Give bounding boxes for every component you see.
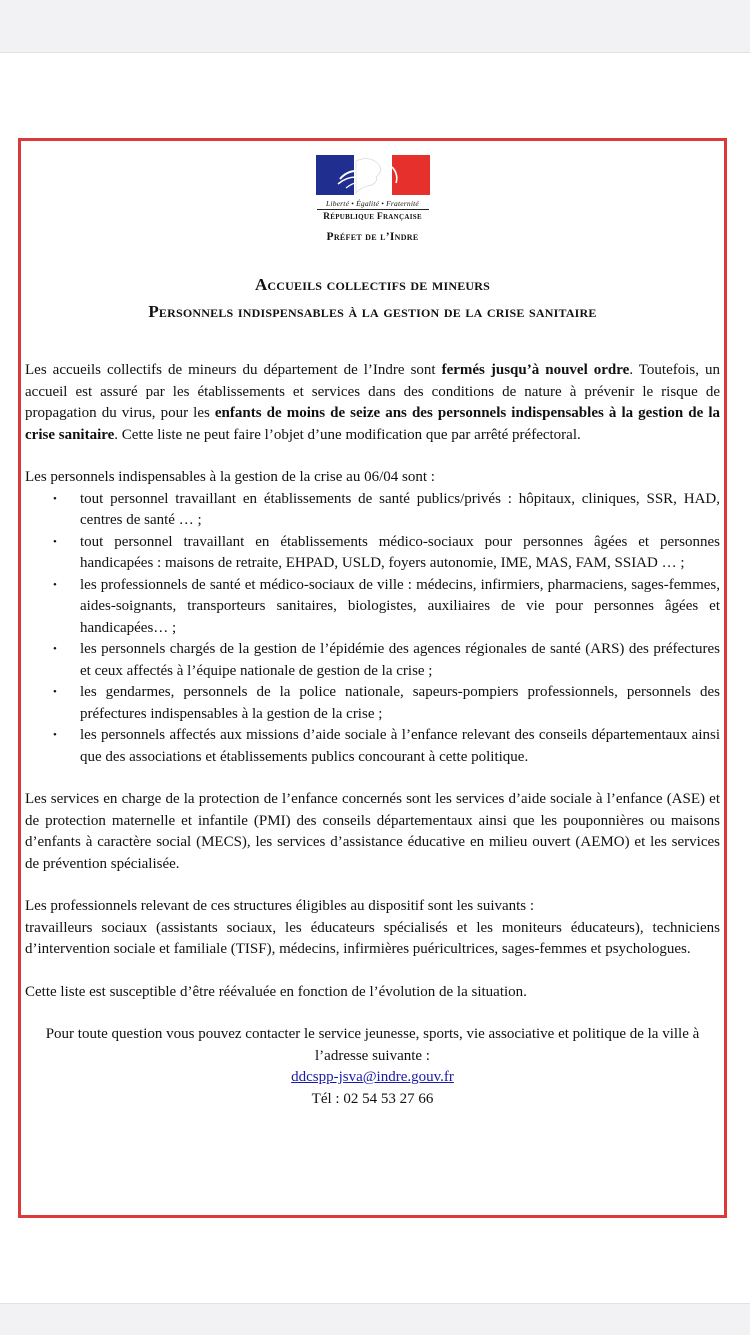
notice-title bbox=[21, 271, 724, 325]
list-item: • les personnels affectés aux missions d’aide sociale à l’enfance relevant des conseils départementaux ainsi que des associations et établissements publics concourant à cette politique. bbox=[53, 727, 720, 765]
title-line-1: Accueils collectifs de mineurs bbox=[254, 275, 491, 294]
eligible-professionals-intro: Les professionnels relevant de ces structures éligibles au dispositif sont les suivants : bbox=[25, 898, 535, 914]
bullet-icon: • bbox=[53, 686, 57, 698]
intro-text-3: . Cette liste ne peut faire l’objet d’une modification que par arrêté préfectoral. bbox=[114, 426, 581, 443]
intro-paragraph bbox=[25, 360, 720, 446]
list-item: • les professionnels de santé et médico-sociaux de ville : médecins, infirmiers, pharmaciens, sages-femmes, aides-soignants, transporteurs sanitaires, biologistes, auxiliaires de vie pour personnes âgées et handicapées… ; bbox=[53, 576, 720, 636]
list-item: • tout personnel travaillant en établissements médico-sociaux pour personnes âgées et personnes handicapées : maisons de retraite, EHPAD, USLD, foyers autonomie, IME, MAS, FAM, SSIAD … ; bbox=[53, 533, 720, 571]
list-intro: Les personnels indispensables à la gestion de la crise au 06/04 sont : bbox=[25, 469, 435, 485]
prefecture-logo bbox=[21, 155, 724, 243]
notice-body bbox=[25, 360, 720, 1110]
bullet-icon: • bbox=[53, 492, 57, 505]
marianne-logo-icon bbox=[316, 155, 430, 195]
intro-text-2: . Toutefois, un accueil est assuré par les établissements et services dans des conditions de nature à prévenir le risque de propagation du virus, pour les bbox=[25, 362, 720, 421]
list-item: • tout personnel travaillant en établissements de santé publics/privés : hôpitaux, cliniques, SSR, HAD, centres de santé … ; bbox=[53, 490, 720, 528]
intro-bold-2: enfants de moins de seize ans des personnels indispensables à la gestion de la crise sanitaire bbox=[25, 405, 720, 443]
logo-divider bbox=[317, 209, 429, 210]
intro-text-1: Les accueils collectifs de mineurs du département de l’Indre sont bbox=[25, 362, 442, 378]
contact-text: Pour toute question vous pouvez contacter le service jeunesse, sports, vie associative et politique de la ville à l’adresse suivante : bbox=[45, 1026, 700, 1064]
logo-prefet: Préfet de l’Indre bbox=[326, 231, 419, 243]
viewer-bottom-bar bbox=[0, 1303, 750, 1335]
contact-block bbox=[25, 1024, 720, 1110]
bullet-icon: • bbox=[53, 578, 57, 591]
list-item: • les personnels chargés de la gestion de l’épidémie des agences régionales de santé (ARS) des préfectures et ceux affectés à l’équipe nationale de gestion de la crise ; bbox=[53, 641, 720, 679]
logo-motto: Liberté • Égalité • Fraternité bbox=[326, 199, 419, 208]
reevaluation-note: Cette liste est susceptible d’être réévaluée en fonction de l’évolution de la situation. bbox=[25, 983, 527, 1000]
contact-email-link[interactable]: ddcspp-jsva@indre.gouv.fr bbox=[291, 1069, 454, 1085]
bullet-icon: • bbox=[53, 535, 57, 548]
intro-bold-1: fermés jusqu’à nouvel ordre bbox=[441, 362, 630, 378]
personnel-list bbox=[25, 489, 720, 769]
notice-frame bbox=[18, 138, 727, 1218]
logo-republic: République Française bbox=[323, 212, 422, 222]
eligible-professionals-list: travailleurs sociaux (assistants sociaux, les éducateurs spécialisés et les moniteurs éducateurs), techniciens d’intervention sociale et familiale (TISF), médecins, infirmières puéricultrices, sages-femmes et psychologues. bbox=[25, 919, 720, 957]
list-item: • les gendarmes, personnels de la police nationale, sapeurs-pompiers professionnels, personnels des préfectures indispensables à la gestion de la crise ; bbox=[53, 684, 720, 722]
bullet-icon: • bbox=[53, 643, 57, 655]
title-line-2: Personnels indispensables à la gestion de la crise sanitaire bbox=[148, 302, 597, 321]
viewer-top-bar bbox=[0, 0, 750, 53]
child-protection-paragraph: Les services en charge de la protection de l’enfance concernés sont les services d’aide sociale à l’enfance (ASE) et de protection maternelle et infantile (PMI) des conseils départementaux ainsi que les pouponnières ou maisons d’enfants à caractère social (MECS), les services d’assistance éducative en milieu ouvert (AEMO) et les services de prévention spécialisée. bbox=[25, 791, 720, 872]
bullet-icon: • bbox=[53, 729, 57, 741]
contact-phone: Tél : 02 54 53 27 66 bbox=[311, 1090, 434, 1107]
